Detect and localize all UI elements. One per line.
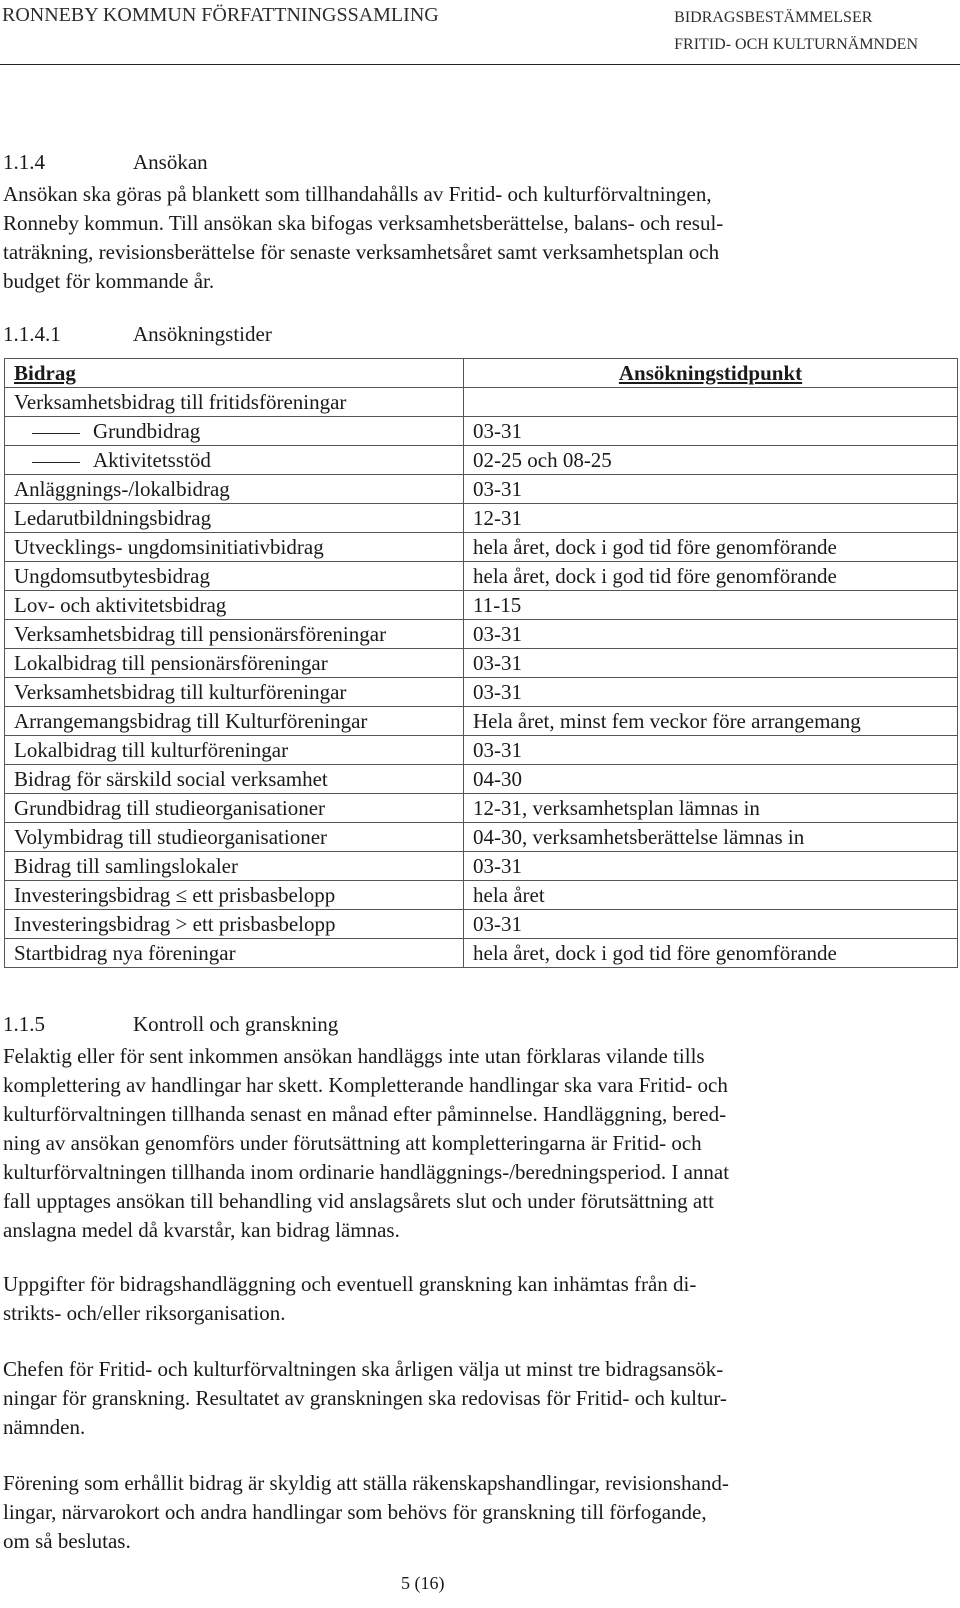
text-line: Ronneby kommun. Till ansökan ska bifogas verksamhetsberättelse, balans- och resul-	[3, 211, 724, 235]
table-cell-date: 04-30, verksamhetsberättelse lämnas in	[464, 823, 958, 852]
text-line: lingar, närvarokort och andra handlingar som behövs för granskning till förfogande,	[3, 1500, 707, 1524]
table-cell-date: 03-31	[464, 649, 958, 678]
table-row	[5, 562, 958, 591]
table-cell-bidrag: Verksamhetsbidrag till fritidsföreningar	[5, 388, 464, 417]
table-cell-bidrag: Verksamhetsbidrag till kulturföreningar	[5, 678, 464, 707]
text-line: budget för kommande år.	[3, 269, 215, 293]
table-row	[5, 939, 958, 968]
table-cell-bidrag: Lokalbidrag till pensionärsföreningar	[5, 649, 464, 678]
table-row	[5, 736, 958, 765]
table-row	[5, 620, 958, 649]
table-cell-bidrag: Investeringsbidrag ≤ ett prisbasbelopp	[5, 881, 464, 910]
table-row	[5, 765, 958, 794]
table-cell-bidrag: Ledarutbildningsbidrag	[5, 504, 464, 533]
section-heading-1-1-5	[3, 1012, 338, 1037]
table-header-bidrag: Bidrag	[5, 359, 464, 388]
table-row	[5, 707, 958, 736]
table-cell-date	[464, 388, 958, 417]
section-number: 1.1.5	[3, 1012, 45, 1036]
table-row	[5, 852, 958, 881]
table-cell-bidrag: Bidrag till samlingslokaler	[5, 852, 464, 881]
text-line: taträkning, revisionsberättelse för senaste verksamhetsåret samt verksamhetsplan och	[3, 240, 720, 264]
table-row	[5, 533, 958, 562]
section-title: Kontroll och granskning	[133, 1012, 339, 1036]
header-subtitle-line2: FRITID- OCH KULTURNÄMNDEN	[674, 36, 918, 53]
table-cell-bidrag: Startbidrag nya föreningar	[5, 939, 464, 968]
table-cell-date: hela året	[464, 881, 958, 910]
table-cell-date: hela året, dock i god tid före genomförande	[464, 562, 958, 591]
table-cell-bidrag: Lokalbidrag till kulturföreningar	[5, 736, 464, 765]
table-cell-date: 03-31	[464, 910, 958, 939]
table-cell-bidrag: Verksamhetsbidrag till pensionärsföreningar	[5, 620, 464, 649]
table-row	[5, 417, 958, 446]
table-cell-date: 12-31	[464, 504, 958, 533]
table-cell-bidrag: Investeringsbidrag > ett prisbasbelopp	[5, 910, 464, 939]
text-line: Ansökan ska göras på blankett som tillhandahålls av Fritid- och kulturförvaltningen,	[3, 182, 712, 206]
text-line: komplettering av handlingar har skett. Kompletterande handlingar ska vara Fritid- och	[3, 1073, 728, 1097]
text-line: ningar för granskning. Resultatet av granskningen ska redovisas för Fritid- och kultur-	[3, 1386, 727, 1410]
table-row	[5, 678, 958, 707]
text-line: om så beslutas.	[3, 1529, 131, 1553]
table-header-row	[5, 359, 958, 388]
page-number: 5 (16)	[401, 1573, 445, 1593]
table-cell-bidrag: Ungdomsutbytesbidrag	[5, 562, 464, 591]
table-cell-date: 03-31	[464, 678, 958, 707]
text-line: kulturförvaltningen tillhanda senast en månad efter påminnelse. Handläggning, bered-	[3, 1102, 727, 1126]
text-line: strikts- och/eller riksorganisation.	[3, 1301, 286, 1325]
section-heading-1-1-4	[3, 150, 208, 175]
text-line: fall upptages ansökan till behandling vid anslagsårets slut och under förutsättning att	[3, 1189, 714, 1213]
section-1-1-4-text	[3, 180, 943, 296]
table-cell-bidrag: Bidrag för särskild social verksamhet	[5, 765, 464, 794]
table-cell-date: 03-31	[464, 736, 958, 765]
table-header-tidpunkt: Ansökningstidpunkt	[464, 359, 958, 388]
table-row	[5, 794, 958, 823]
table-cell-bidrag: Utvecklings- ungdomsinitiativbidrag	[5, 533, 464, 562]
text-line: Förening som erhållit bidrag är skyldig att ställa räkenskapshandlingar, revisionshand-	[3, 1471, 729, 1495]
section-number: 1.1.4.1	[3, 322, 61, 346]
table-cell-date: 12-31, verksamhetsplan lämnas in	[464, 794, 958, 823]
table-cell-date: 03-31	[464, 475, 958, 504]
dash-marker	[32, 433, 80, 434]
text-line: anslagna medel då kvarstår, kan bidrag lämnas.	[3, 1218, 400, 1242]
text-line: Felaktig eller för sent inkommen ansökan handläggs inte utan förklaras vilande tills	[3, 1044, 705, 1068]
table-cell-date: hela året, dock i god tid före genomförande	[464, 533, 958, 562]
text-line: ning av ansökan genomförs under förutsättning att kompletteringarna är Fritid- och	[3, 1131, 702, 1155]
text-line: Chefen för Fritid- och kulturförvaltningen ska årligen välja ut minst tre bidragsansök-	[3, 1357, 724, 1381]
table-cell-bidrag: Anläggnings-/lokalbidrag	[5, 475, 464, 504]
dash-marker	[32, 462, 80, 463]
table-cell-date: 04-30	[464, 765, 958, 794]
text-line: nämnden.	[3, 1415, 86, 1439]
header-subtitle-line1: BIDRAGSBESTÄMMELSER	[674, 9, 873, 26]
table-cell-date: 03-31	[464, 852, 958, 881]
section-1-1-5-paragraph-2	[3, 1270, 943, 1328]
table-cell-date: 03-31	[464, 620, 958, 649]
section-1-1-5-paragraph-1	[3, 1042, 943, 1245]
section-number: 1.1.4	[3, 150, 45, 174]
section-title: Ansökan	[133, 150, 208, 174]
section-1-1-5-paragraph-3	[3, 1355, 943, 1442]
table-row	[5, 388, 958, 417]
application-deadlines-table	[4, 358, 958, 968]
table-cell-bidrag: Volymbidrag till studieorganisationer	[5, 823, 464, 852]
table-row	[5, 475, 958, 504]
table-row	[5, 446, 958, 475]
table-row	[5, 910, 958, 939]
section-1-1-5-paragraph-4	[3, 1469, 943, 1556]
table-cell-bidrag: Grundbidrag	[5, 417, 464, 446]
table-row	[5, 504, 958, 533]
table-cell-date: 03-31	[464, 417, 958, 446]
table-row	[5, 823, 958, 852]
table-cell-date: 11-15	[464, 591, 958, 620]
table-cell-date: 02-25 och 08-25	[464, 446, 958, 475]
table-cell-date: Hela året, minst fem veckor före arrangemang	[464, 707, 958, 736]
table-cell-bidrag: Aktivitetsstöd	[5, 446, 464, 475]
text-line: kulturförvaltningen tillhanda inom ordinarie handläggnings-/beredningsperiod. I annat	[3, 1160, 730, 1184]
table-cell-bidrag: Arrangemangsbidrag till Kulturföreningar	[5, 707, 464, 736]
header-divider	[0, 64, 960, 65]
section-title: Ansökningstider	[133, 322, 272, 346]
table-cell-bidrag: Lov- och aktivitetsbidrag	[5, 591, 464, 620]
table-row	[5, 649, 958, 678]
header-title: RONNEBY KOMMUN FÖRFATTNINGSSAMLING	[2, 4, 439, 26]
table-cell-date: hela året, dock i god tid före genomförande	[464, 939, 958, 968]
table-row	[5, 591, 958, 620]
section-heading-1-1-4-1	[3, 322, 272, 347]
header-subtitle	[674, 4, 918, 58]
text-line: Uppgifter för bidragshandläggning och eventuell granskning kan inhämtas från di-	[3, 1272, 697, 1296]
table-cell-bidrag: Grundbidrag till studieorganisationer	[5, 794, 464, 823]
table-row	[5, 881, 958, 910]
